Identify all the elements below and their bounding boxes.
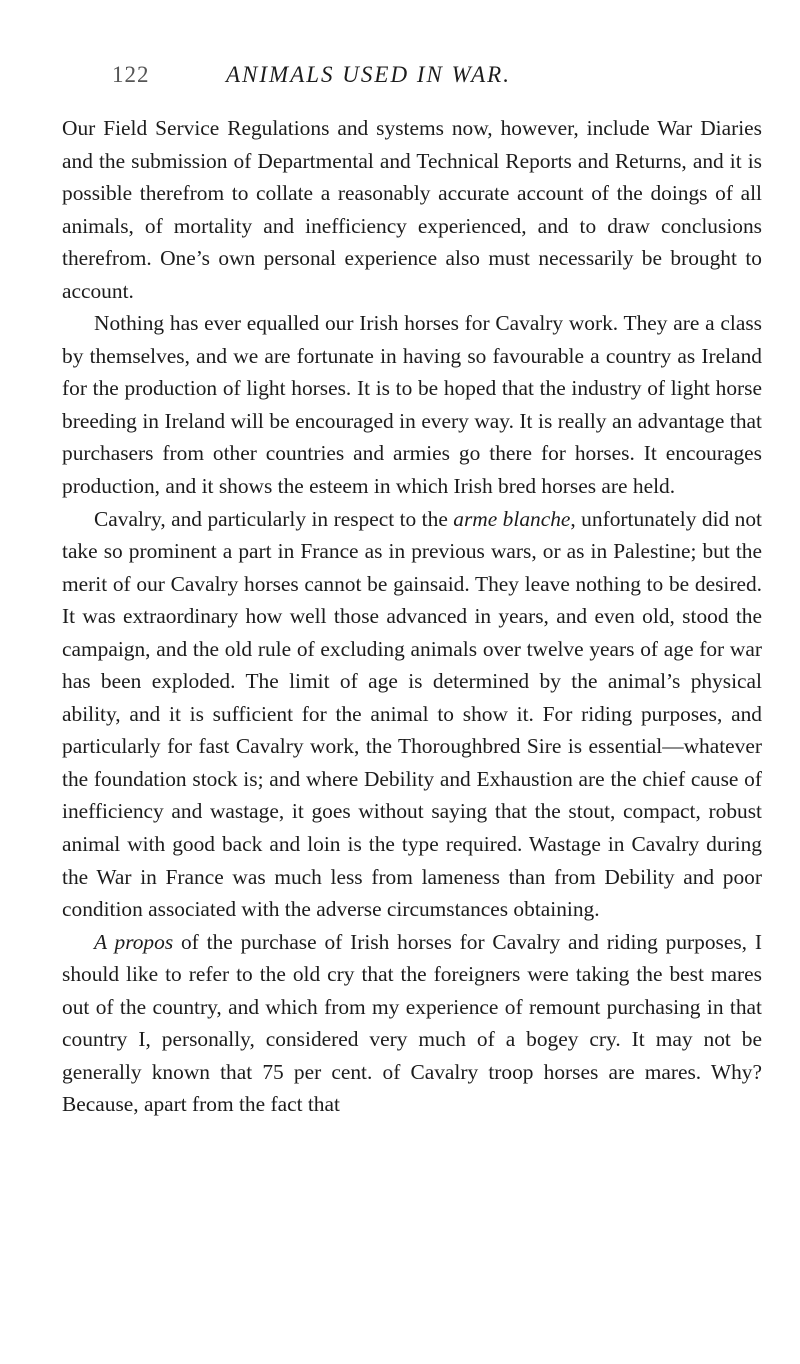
page-number: 122 (112, 62, 150, 87)
paragraph-3 (62, 503, 762, 926)
italic-phrase-a-propos: A propos (94, 929, 174, 954)
paragraph-4-body: of the purchase of Irish horses for Cavalry and riding purposes, I should like to refer to the old cry that the foreigners were taking the best mares out of the country, and which from my experience of remount purchasing in that country I, personally, considered very much of a bogey cry. It may not be generally known that 75 per cent. of Cavalry troop horses are mares. Why? Because, apart from the fact that (62, 929, 762, 1117)
paragraph-1: Our Field Service Regulations and systems now, however, include War Diaries and the submission of Departmental and Technical Reports and Returns, and it is possible therefrom to collate a reasonably accurate account of the doings of all animals, of mortality and inefficiency experienced, and to draw conclusions therefrom. One’s own personal experience also must necessarily be brought to account. (62, 116, 762, 303)
running-title: ANIMALS USED IN WAR. (226, 62, 511, 87)
paragraph-4 (62, 926, 762, 1121)
running-header (112, 62, 712, 96)
paragraph-3-lead: Cavalry, and particularly in respect to the (94, 506, 454, 531)
body-text (62, 112, 762, 1121)
paragraph-2: Nothing has ever equalled our Irish horses for Cavalry work. They are a class by themselves, and we are fortunate in having so favourable a country as Ireland for the production of light horses. It is to be hoped that the industry of light horse breeding in Ireland will be encouraged in every way. It is really an advantage that purchasers from other countries and armies go there for horses. It encourages production, and it shows the esteem in which Irish bred horses are held. (62, 311, 762, 499)
italic-phrase-arme-blanche: arme blanche (453, 506, 571, 531)
paragraph-3-body: , unfortunately did not take so prominent a part in France as in previous wars, or as in Palestine; but the merit of our Cavalry horses cannot be gainsaid. They leave nothing to be desired. It was extraordinary how well those advanced in years, and even old, stood the campaign, and the old rule of excluding animals over twelve years of age for war has been exploded. The limit of age is determined by the animal’s physical ability, and it is sufficient for the animal to show it. For riding purposes, and particularly for fast Cavalry work, the Thoroughbred Sire is essential—whatever the foundation stock is; and where Debility and Exhaustion are the chief cause of inefficiency and wastage, it goes without saying that the stout, compact, robust animal with good back and loin is the type required. Wastage in Cavalry during the War in France was much less from lameness than from Debility and poor condition associated with the adverse circumstances obtaining. (62, 506, 762, 922)
